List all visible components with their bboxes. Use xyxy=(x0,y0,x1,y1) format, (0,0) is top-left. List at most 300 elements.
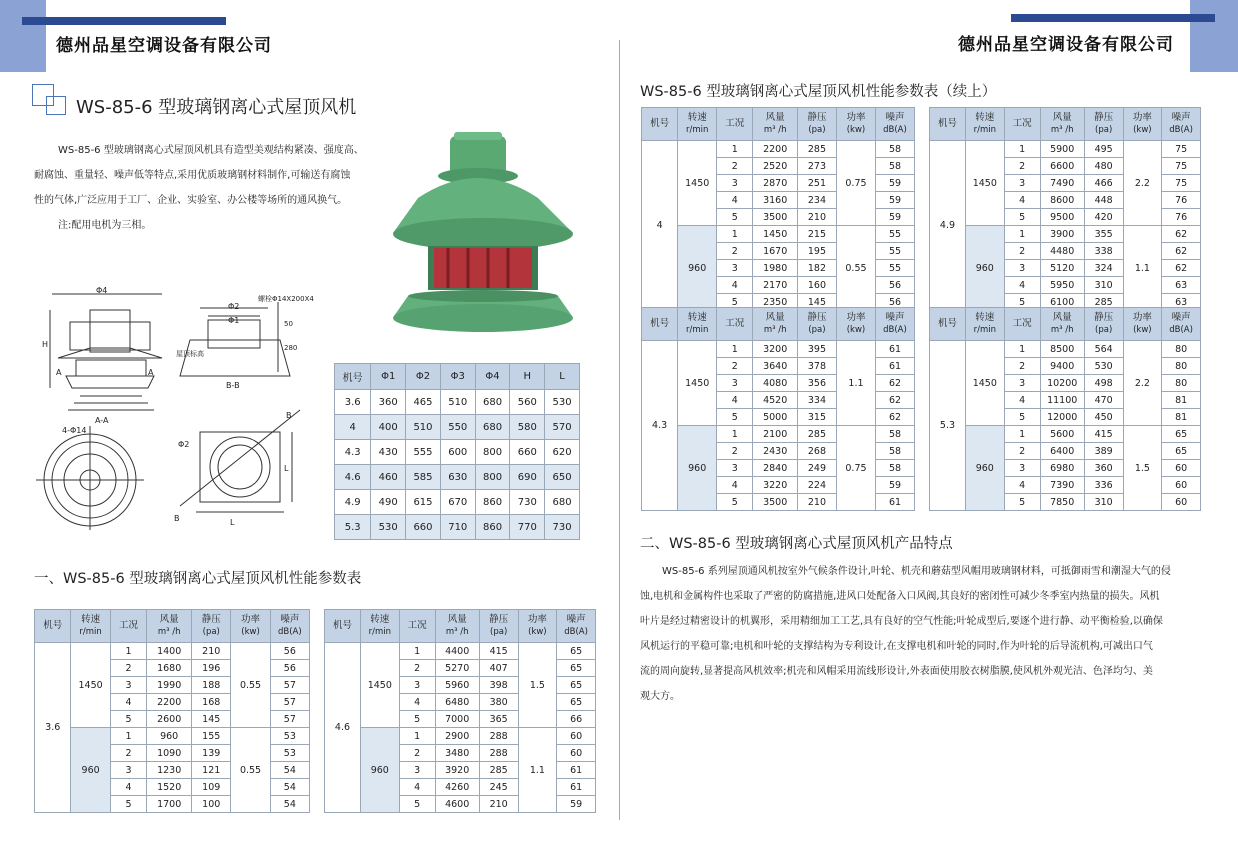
perf-table-4-6 xyxy=(324,609,596,813)
dim-table-cell: 490 xyxy=(371,490,406,515)
noise-cell: 57 xyxy=(270,677,309,694)
dim-table-cell: 615 xyxy=(406,490,441,515)
perf-table-row xyxy=(35,728,310,745)
intro-note: 注:配用电机为三相。 xyxy=(58,220,152,231)
dim-table-cell: 570 xyxy=(545,415,580,440)
noise-cell: 61 xyxy=(557,762,596,779)
condition-cell: 3 xyxy=(399,762,435,779)
noise-cell: 55 xyxy=(875,226,914,243)
dim-table-cell: 730 xyxy=(545,515,580,540)
noise-cell: 53 xyxy=(270,728,309,745)
flow-cell: 4080 xyxy=(753,375,798,392)
flow-cell: 1990 xyxy=(147,677,192,694)
dim-table-row xyxy=(335,415,580,440)
flow-cell: 2100 xyxy=(753,426,798,443)
speed-cell: 1450 xyxy=(71,643,110,728)
perf-table-row xyxy=(930,341,1201,358)
dim-table-cell: 860 xyxy=(475,490,510,515)
header-left-block xyxy=(0,0,46,72)
noise-cell: 60 xyxy=(1162,494,1201,511)
perf-header-flow-text: 风量 xyxy=(765,312,785,323)
speed-cell: 1450 xyxy=(965,341,1004,426)
perf-header-pressure-text: (pa) xyxy=(1095,125,1113,135)
flow-cell: 5950 xyxy=(1040,277,1084,294)
perf-header-pressure-text: 静压 xyxy=(489,614,509,625)
perf-header-speed-text: r/min xyxy=(368,627,391,637)
dim-table-cell: 690 xyxy=(510,465,545,490)
dim-header-jihao: 机号 xyxy=(335,364,371,390)
flow-cell: 2600 xyxy=(147,711,192,728)
dim-table-cell: 680 xyxy=(475,390,510,415)
flow-cell: 9400 xyxy=(1040,358,1084,375)
condition-cell: 4 xyxy=(1004,277,1040,294)
feature-line-2: 蚀,电机和金属构件也采取了严密的防腐措施,进风口处配备入口风阀,其良好的密闭性可减少冬季室内热量的损失。风机 xyxy=(640,591,1160,602)
pressure-cell: 450 xyxy=(1084,409,1123,426)
dim-table-row xyxy=(335,440,580,465)
flow-cell: 7490 xyxy=(1040,175,1084,192)
noise-cell: 75 xyxy=(1162,141,1201,158)
label-l2: L xyxy=(230,518,235,527)
noise-cell: 56 xyxy=(270,660,309,677)
condition-cell: 3 xyxy=(717,175,753,192)
perf-header-row xyxy=(642,308,915,341)
condition-cell: 5 xyxy=(1004,494,1040,511)
page-title: WS-85-6 型玻璃钢离心式屋顶风机 xyxy=(76,97,357,118)
perf-header-noise-text: 噪声 xyxy=(1171,112,1191,123)
perf-header-power-text: (kw) xyxy=(846,325,866,335)
company-name-right: 德州品星空调设备有限公司 xyxy=(958,35,1174,55)
pressure-cell: 448 xyxy=(1084,192,1123,209)
condition-cell: 5 xyxy=(717,409,753,426)
flow-cell: 2200 xyxy=(753,141,798,158)
noise-cell: 65 xyxy=(1162,426,1201,443)
condition-cell: 1 xyxy=(717,426,753,443)
dim-table-cell: 5.3 xyxy=(335,515,371,540)
header-right-bar xyxy=(1011,14,1215,22)
pressure-cell: 188 xyxy=(192,677,231,694)
label-phi2-top: Φ2 xyxy=(228,302,240,311)
feature-line-1: WS-85-6 系列屋顶通风机按室外气候条件设计,叶轮、机壳和蘑菇型风帽用玻璃钢材料，可抵御雨雪和潮湿大气的侵 xyxy=(662,566,1171,577)
condition-cell: 4 xyxy=(110,694,146,711)
power-cell: 2.2 xyxy=(1123,141,1162,226)
perf-header-speed xyxy=(965,308,1004,341)
dim-table-cell: 3.6 xyxy=(335,390,371,415)
flow-cell: 8500 xyxy=(1040,341,1084,358)
condition-cell: 3 xyxy=(717,375,753,392)
perf-header-pressure xyxy=(797,308,836,341)
perf-header-pressure-text: 静压 xyxy=(807,312,827,323)
condition-cell: 4 xyxy=(717,192,753,209)
noise-cell: 81 xyxy=(1162,409,1201,426)
noise-cell: 57 xyxy=(270,711,309,728)
perf-header-flow-text: m³ /h xyxy=(763,325,787,335)
perf-header-speed-text: r/min xyxy=(973,125,996,135)
dim-table-cell: 530 xyxy=(545,390,580,415)
condition-cell: 2 xyxy=(717,158,753,175)
flow-cell: 3900 xyxy=(1040,226,1084,243)
label-h: H xyxy=(42,340,49,349)
pressure-cell: 245 xyxy=(479,779,518,796)
noise-cell: 63 xyxy=(1162,294,1201,311)
intro-line-2: 耐腐蚀、重量轻、噪声低等特点,采用优质玻璃钢材料制作,可输送有腐蚀 xyxy=(34,170,351,181)
dim-header-phi4: Φ4 xyxy=(475,364,510,390)
flow-cell: 1520 xyxy=(147,779,192,796)
perf-header-gk-text: 工况 xyxy=(725,118,745,129)
perf-table-row xyxy=(325,643,596,660)
dim-table-cell: 510 xyxy=(440,390,475,415)
perf-header-gk-text: 工况 xyxy=(407,620,427,631)
noise-cell: 60 xyxy=(557,728,596,745)
condition-cell: 5 xyxy=(110,796,146,813)
noise-cell: 65 xyxy=(557,660,596,677)
perf-header-power-text: (kw) xyxy=(241,627,260,637)
noise-cell: 80 xyxy=(1162,341,1201,358)
perf-header-noise-text: dB(A) xyxy=(1169,125,1193,135)
power-cell: 0.55 xyxy=(231,643,270,728)
noise-cell: 76 xyxy=(1162,192,1201,209)
noise-cell: 58 xyxy=(875,443,914,460)
pressure-cell: 389 xyxy=(1084,443,1123,460)
perf-table-row xyxy=(642,226,915,243)
power-cell: 1.1 xyxy=(836,341,875,426)
perf-header-gk xyxy=(399,610,435,643)
noise-cell: 62 xyxy=(1162,226,1201,243)
condition-cell: 1 xyxy=(1004,341,1040,358)
power-cell: 2.2 xyxy=(1123,341,1162,426)
noise-cell: 53 xyxy=(270,745,309,762)
noise-cell: 62 xyxy=(1162,243,1201,260)
perf-header-noise-text: 噪声 xyxy=(1171,312,1191,323)
pressure-cell: 160 xyxy=(797,277,836,294)
pressure-cell: 196 xyxy=(192,660,231,677)
perf-header-flow-text: 风量 xyxy=(1052,312,1072,323)
perf-header-noise-text: dB(A) xyxy=(277,627,302,637)
pressure-cell: 145 xyxy=(192,711,231,728)
condition-cell: 1 xyxy=(1004,141,1040,158)
flow-cell: 2430 xyxy=(753,443,798,460)
noise-cell: 65 xyxy=(1162,443,1201,460)
condition-cell: 5 xyxy=(110,711,146,728)
perf-header-power-text: (kw) xyxy=(528,627,547,637)
perf-header-noise xyxy=(875,308,914,341)
label-b1: B xyxy=(286,411,292,420)
pressure-cell: 155 xyxy=(192,728,231,745)
flow-cell: 3500 xyxy=(753,494,798,511)
label-a1: A xyxy=(56,368,62,377)
dim-table-cell: 460 xyxy=(371,465,406,490)
condition-cell: 2 xyxy=(1004,158,1040,175)
speed-cell: 1450 xyxy=(965,141,1004,226)
noise-cell: 65 xyxy=(557,643,596,660)
condition-cell: 1 xyxy=(110,643,146,660)
dim-table-cell: 4.9 xyxy=(335,490,371,515)
flow-cell: 2350 xyxy=(753,294,798,311)
label-b2: B xyxy=(174,514,180,523)
speed-cell: 1450 xyxy=(678,341,717,426)
noise-cell: 80 xyxy=(1162,358,1201,375)
perf-header-gk xyxy=(717,108,753,141)
flow-cell: 4600 xyxy=(435,796,479,813)
perf-header-pressure-text: (pa) xyxy=(490,627,508,637)
pressure-cell: 182 xyxy=(797,260,836,277)
dim-table-cell: 660 xyxy=(510,440,545,465)
condition-cell: 3 xyxy=(1004,460,1040,477)
condition-cell: 3 xyxy=(1004,375,1040,392)
dim-table-cell: 530 xyxy=(371,515,406,540)
flow-cell: 5120 xyxy=(1040,260,1084,277)
pressure-cell: 466 xyxy=(1084,175,1123,192)
section-1-title: 一、WS-85-6 型玻璃钢离心式屋顶风机性能参数表 xyxy=(34,571,362,587)
perf-table-5-3 xyxy=(929,307,1201,511)
dim-table-cell: 860 xyxy=(475,515,510,540)
fan-photo xyxy=(388,128,578,340)
pressure-cell: 380 xyxy=(479,694,518,711)
perf-header-noise-text: 噪声 xyxy=(885,312,905,323)
flow-cell: 2170 xyxy=(753,277,798,294)
dim-table-row xyxy=(335,465,580,490)
noise-cell: 58 xyxy=(875,426,914,443)
condition-cell: 2 xyxy=(717,243,753,260)
pressure-cell: 249 xyxy=(797,460,836,477)
condition-cell: 1 xyxy=(399,643,435,660)
condition-cell: 3 xyxy=(110,762,146,779)
power-cell: 0.55 xyxy=(231,728,270,813)
flow-cell: 960 xyxy=(147,728,192,745)
flow-cell: 11100 xyxy=(1040,392,1084,409)
perf-header-speed-text: 转速 xyxy=(81,614,101,625)
noise-cell: 63 xyxy=(1162,277,1201,294)
perf-table-4-9 xyxy=(929,107,1201,311)
flow-cell: 3200 xyxy=(753,341,798,358)
power-cell: 0.75 xyxy=(836,426,875,511)
pressure-cell: 338 xyxy=(1084,243,1123,260)
model-cell: 4.6 xyxy=(325,643,361,813)
perf-header-gk xyxy=(1004,108,1040,141)
pressure-cell: 407 xyxy=(479,660,518,677)
flow-cell: 3220 xyxy=(753,477,798,494)
noise-cell: 61 xyxy=(875,494,914,511)
dim-table-cell: 630 xyxy=(440,465,475,490)
dim-header-phi1: Φ1 xyxy=(371,364,406,390)
pressure-cell: 288 xyxy=(479,728,518,745)
perf-header-jihao-text: 机号 xyxy=(937,118,957,129)
intro-line-3: 性的气体,广泛应用于工厂、企业、实验室、办公楼等场所的通风换气。 xyxy=(34,195,348,206)
noise-cell: 62 xyxy=(875,392,914,409)
perf-header-noise xyxy=(1162,108,1201,141)
flow-cell: 1980 xyxy=(753,260,798,277)
condition-cell: 1 xyxy=(717,226,753,243)
perf-header-jihao-text: 机号 xyxy=(650,318,670,329)
perf-header-speed-text: 转速 xyxy=(370,614,390,625)
flow-cell: 1090 xyxy=(147,745,192,762)
flow-cell: 6600 xyxy=(1040,158,1084,175)
label-bolt: 螺栓Φ14X200X4 xyxy=(258,295,314,303)
noise-cell: 58 xyxy=(875,158,914,175)
intro-line-1: WS-85-6 型玻璃钢离心式屋顶风机具有造型美观结构紧凑、强度高、 xyxy=(58,145,364,156)
dim-table-cell: 620 xyxy=(545,440,580,465)
pressure-cell: 415 xyxy=(1084,426,1123,443)
perf-header-power xyxy=(518,610,557,643)
perf-header-flow-text: 风量 xyxy=(765,112,785,123)
perf-header-power-text: (kw) xyxy=(1133,125,1152,135)
noise-cell: 55 xyxy=(875,243,914,260)
condition-cell: 4 xyxy=(717,477,753,494)
dim-table-cell: 800 xyxy=(475,465,510,490)
noise-cell: 58 xyxy=(875,141,914,158)
condition-cell: 2 xyxy=(399,660,435,677)
noise-cell: 56 xyxy=(270,643,309,660)
power-cell: 1.5 xyxy=(518,643,557,728)
flow-cell: 1680 xyxy=(147,660,192,677)
perf-header-noise-text: dB(A) xyxy=(883,325,907,335)
condition-cell: 4 xyxy=(399,694,435,711)
pressure-cell: 378 xyxy=(797,358,836,375)
noise-cell: 57 xyxy=(270,694,309,711)
perf-header-flow-text: 风量 xyxy=(447,614,467,625)
speed-cell: 1450 xyxy=(360,643,399,728)
flow-cell: 5000 xyxy=(753,409,798,426)
perf-header-flow-text: m³ /h xyxy=(1050,125,1074,135)
perf-header-pressure xyxy=(1084,308,1123,341)
flow-cell: 9500 xyxy=(1040,209,1084,226)
perf-header-power xyxy=(836,308,875,341)
noise-cell: 62 xyxy=(875,375,914,392)
dim-table-cell: 585 xyxy=(406,465,441,490)
condition-cell: 3 xyxy=(1004,260,1040,277)
perf-table-row xyxy=(930,226,1201,243)
noise-cell: 59 xyxy=(875,209,914,226)
header-right-block xyxy=(1190,0,1238,72)
feature-line-3: 叶片是经过精密设计的机翼形，采用精细加工工艺,具有良好的空气性能;叶轮成型后,要逐个进行静、动平衡检验,以确保 xyxy=(640,616,1163,627)
perf-header-pressure-text: (pa) xyxy=(808,125,826,135)
pressure-cell: 356 xyxy=(797,375,836,392)
pressure-cell: 334 xyxy=(797,392,836,409)
noise-cell: 62 xyxy=(875,409,914,426)
pressure-cell: 210 xyxy=(797,494,836,511)
flow-cell: 3920 xyxy=(435,762,479,779)
dim-table-cell: 4.6 xyxy=(335,465,371,490)
condition-cell: 1 xyxy=(717,141,753,158)
dim-table-cell: 580 xyxy=(510,415,545,440)
flow-cell: 2840 xyxy=(753,460,798,477)
pressure-cell: 121 xyxy=(192,762,231,779)
dim-table-cell: 800 xyxy=(475,440,510,465)
perf-header-flow-text: m³ /h xyxy=(445,627,469,637)
perf-header-noise-text: 噪声 xyxy=(280,614,300,625)
noise-cell: 60 xyxy=(1162,460,1201,477)
perf-header-noise xyxy=(1162,308,1201,341)
condition-cell: 5 xyxy=(1004,294,1040,311)
pressure-cell: 395 xyxy=(797,341,836,358)
perf-header-noise-text: 噪声 xyxy=(566,614,586,625)
model-cell: 4.9 xyxy=(930,141,966,311)
perf-header-noise xyxy=(557,610,596,643)
pressure-cell: 285 xyxy=(797,141,836,158)
pressure-cell: 480 xyxy=(1084,158,1123,175)
perf-header-noise xyxy=(270,610,309,643)
flow-cell: 7390 xyxy=(1040,477,1084,494)
power-cell: 1.5 xyxy=(1123,426,1162,511)
dim-table-cell: 360 xyxy=(371,390,406,415)
dim-header-h: H xyxy=(510,364,545,390)
pressure-cell: 210 xyxy=(479,796,518,813)
label-bb: B-B xyxy=(226,381,240,390)
dim-header-phi2: Φ2 xyxy=(406,364,441,390)
perf-header-power-text: 功率 xyxy=(1132,112,1152,123)
dim-table-cell: 600 xyxy=(440,440,475,465)
dim-table-cell: 430 xyxy=(371,440,406,465)
flow-cell: 10200 xyxy=(1040,375,1084,392)
perf-header-flow xyxy=(753,108,798,141)
perf-table-3-6 xyxy=(34,609,310,813)
title-icon-inner xyxy=(46,96,66,115)
flow-cell: 4260 xyxy=(435,779,479,796)
perf-table-row xyxy=(642,341,915,358)
feature-line-4: 风机运行的平稳可靠;电机和叶轮的支撑结构为专利设计,在支撑电机和叶轮的同时,作为叶轮的后导流机构,可减出口气 xyxy=(640,641,1153,652)
noise-cell: 59 xyxy=(875,477,914,494)
pressure-cell: 336 xyxy=(1084,477,1123,494)
perf-header-jihao-text: 机号 xyxy=(650,118,670,129)
dim-table-cell: 465 xyxy=(406,390,441,415)
label-phi2-plan: Φ2 xyxy=(178,440,190,449)
perf-header-gk-text: 工况 xyxy=(1012,318,1032,329)
continued-title: WS-85-6 型玻璃钢离心式屋顶风机性能参数表（续上） xyxy=(640,84,997,100)
flow-cell: 4520 xyxy=(753,392,798,409)
flow-cell: 1400 xyxy=(147,643,192,660)
dim-table-cell: 770 xyxy=(510,515,545,540)
perf-header-flow xyxy=(1040,308,1084,341)
flow-cell: 4480 xyxy=(1040,243,1084,260)
condition-cell: 3 xyxy=(110,677,146,694)
perf-header-speed-text: r/min xyxy=(79,627,102,637)
perf-table-4 xyxy=(641,107,915,311)
perf-header-pressure xyxy=(1084,108,1123,141)
condition-cell: 2 xyxy=(1004,443,1040,460)
perf-header-speed-text: r/min xyxy=(686,125,709,135)
noise-cell: 62 xyxy=(1162,260,1201,277)
condition-cell: 1 xyxy=(717,341,753,358)
power-cell: 1.1 xyxy=(518,728,557,813)
flow-cell: 1670 xyxy=(753,243,798,260)
perf-header-noise xyxy=(875,108,914,141)
pressure-cell: 310 xyxy=(1084,494,1123,511)
perf-header-power-text: 功率 xyxy=(1132,312,1152,323)
perf-header-speed-text: 转速 xyxy=(975,112,995,123)
model-cell: 4 xyxy=(642,141,678,311)
feature-line-5: 流的周向旋转,显著提高风机效率;机壳和风帽采用流线形设计,外表面使用胶衣树脂膜,使风机外观光洁、色泽均匀、美 xyxy=(640,666,1153,677)
dim-header-phi3: Φ3 xyxy=(440,364,475,390)
speed-cell: 960 xyxy=(965,426,1004,511)
perf-header-row xyxy=(930,308,1201,341)
perf-header-pressure-text: 静压 xyxy=(807,112,827,123)
flow-cell: 8600 xyxy=(1040,192,1084,209)
perf-header-power xyxy=(1123,108,1162,141)
pressure-cell: 168 xyxy=(192,694,231,711)
perf-header-gk xyxy=(110,610,146,643)
pressure-cell: 498 xyxy=(1084,375,1123,392)
perf-header-flow-text: m³ /h xyxy=(157,627,181,637)
perf-header-flow xyxy=(435,610,479,643)
label-phi1-top: Φ1 xyxy=(228,316,240,325)
perf-header-pressure xyxy=(192,610,231,643)
condition-cell: 3 xyxy=(1004,175,1040,192)
perf-header-jihao xyxy=(930,308,966,341)
flow-cell: 6400 xyxy=(1040,443,1084,460)
perf-header-jihao xyxy=(35,610,71,643)
perf-table-row xyxy=(930,141,1201,158)
company-name-left: 德州品星空调设备有限公司 xyxy=(56,36,272,56)
perf-header-power-text: 功率 xyxy=(846,112,866,123)
